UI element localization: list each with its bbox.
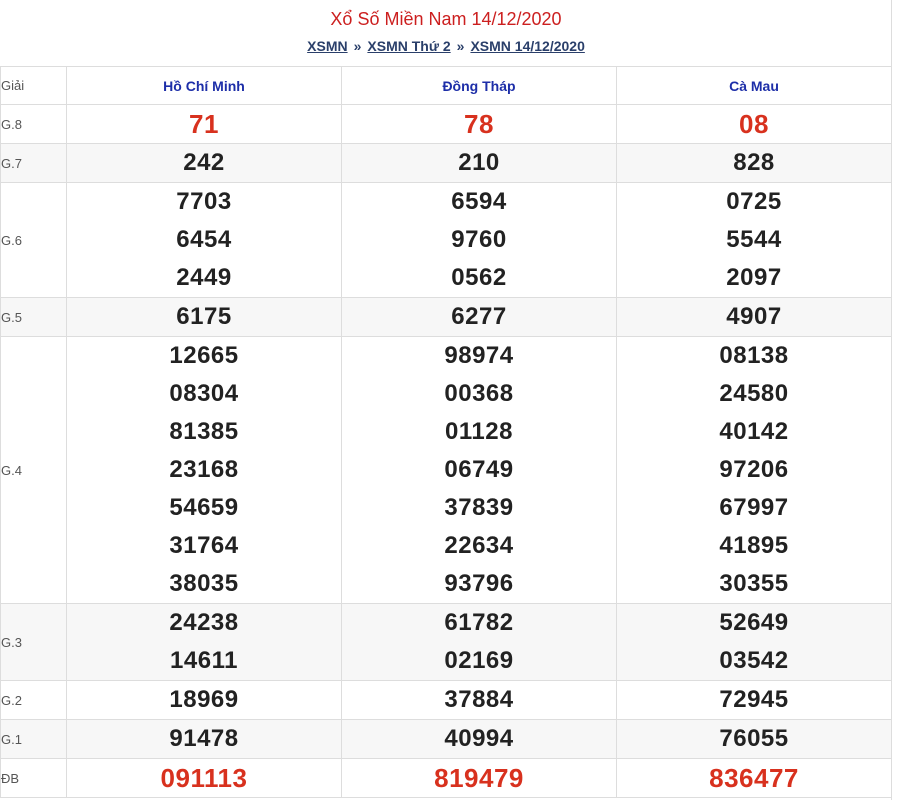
prize-cell-ho-chi-minh [67, 298, 342, 337]
prize-cell-ho-chi-minh [67, 183, 342, 298]
prize-number: 02169 [444, 647, 514, 674]
prize-number: 76055 [719, 725, 789, 752]
prize-number: 836477 [709, 763, 799, 793]
prize-label: G.6 [1, 183, 67, 298]
prize-label: G.4 [1, 337, 67, 604]
prize-cell-dong-thap [342, 298, 617, 337]
prize-cell-ca-mau [617, 337, 892, 604]
prize-cell-ca-mau [617, 183, 892, 298]
prize-cell-ho-chi-minh [67, 720, 342, 759]
prize-cell-ho-chi-minh [67, 105, 342, 144]
prize-number: 67997 [719, 494, 789, 521]
prize-label: G.1 [1, 720, 67, 759]
prize-number: 7703 [176, 188, 232, 215]
prize-cell-ca-mau [617, 604, 892, 681]
prize-number: 00368 [444, 380, 514, 407]
breadcrumb-xsmn-date[interactable]: XSMN 14/12/2020 [470, 38, 585, 54]
prize-number: 78 [464, 109, 494, 139]
prize-cell-ho-chi-minh [67, 681, 342, 720]
prize-number: 08304 [169, 380, 239, 407]
prize-number: 40142 [719, 418, 789, 445]
breadcrumb [0, 36, 892, 56]
prize-cell-dong-thap [342, 681, 617, 720]
prize-number: 31764 [169, 532, 239, 559]
prize-number: 828 [733, 149, 775, 176]
prize-number: 30355 [719, 570, 789, 597]
prize-number: 40994 [444, 725, 514, 752]
prize-number: 41895 [719, 532, 789, 559]
prize-cell-ca-mau [617, 144, 892, 183]
prize-cell-dong-thap [342, 759, 617, 798]
prize-number: 6175 [176, 303, 232, 330]
prize-number: 97206 [719, 456, 789, 483]
breadcrumb-xsmn[interactable]: XSMN [307, 38, 348, 54]
province-header-ca-mau[interactable]: Cà Mau [617, 67, 892, 105]
table-row [1, 144, 892, 183]
prize-label: G.2 [1, 681, 67, 720]
prize-cell-ho-chi-minh [67, 337, 342, 604]
prize-number: 37839 [444, 494, 514, 521]
prize-cell-ho-chi-minh [67, 759, 342, 798]
results-body [1, 105, 892, 798]
prize-number: 18969 [169, 686, 239, 713]
prize-number: 03542 [719, 647, 789, 674]
prize-cell-dong-thap [342, 183, 617, 298]
prize-label: G.3 [1, 604, 67, 681]
prize-number: 0562 [451, 264, 507, 291]
prize-number: 54659 [169, 494, 239, 521]
prize-cell-ca-mau [617, 298, 892, 337]
prize-label: ĐB [1, 759, 67, 798]
prize-number: 37884 [444, 686, 514, 713]
prize-number: 98974 [444, 342, 514, 369]
prize-number: 61782 [444, 609, 514, 636]
prize-number: 38035 [169, 570, 239, 597]
prize-number: 93796 [444, 570, 514, 597]
prize-number: 81385 [169, 418, 239, 445]
prize-number: 24238 [169, 609, 239, 636]
page-title: Xổ Số Miền Nam 14/12/2020 [330, 9, 562, 29]
prize-number: 091113 [160, 763, 248, 793]
prize-cell-ca-mau [617, 105, 892, 144]
prize-cell-dong-thap [342, 720, 617, 759]
breadcrumb-separator: » [456, 38, 465, 54]
prize-cell-ho-chi-minh [67, 604, 342, 681]
prize-number: 14611 [170, 647, 238, 674]
province-header-ho-chi-minh[interactable]: Hồ Chí Minh [67, 67, 342, 105]
table-header-row [1, 67, 892, 105]
prize-number: 9760 [451, 226, 507, 253]
prize-cell-dong-thap [342, 105, 617, 144]
prize-number: 24580 [719, 380, 789, 407]
table-row [1, 720, 892, 759]
prize-cell-dong-thap [342, 144, 617, 183]
prize-number: 5544 [726, 226, 782, 253]
prize-number: 4907 [726, 303, 782, 330]
prize-number: 6594 [451, 188, 507, 215]
prize-column-header: Giải [1, 67, 67, 105]
prize-number: 22634 [444, 532, 514, 559]
prize-cell-ca-mau [617, 681, 892, 720]
prize-number: 23168 [169, 456, 239, 483]
table-row [1, 105, 892, 144]
prize-number: 91478 [169, 725, 239, 752]
breadcrumb-xsmn-thu-2[interactable]: XSMN Thứ 2 [367, 38, 451, 54]
prize-cell-ho-chi-minh [67, 144, 342, 183]
prize-number: 71 [189, 109, 219, 139]
prize-number: 72945 [719, 686, 789, 713]
table-row [1, 298, 892, 337]
prize-number: 08 [739, 109, 769, 139]
results-table [0, 66, 892, 798]
table-row [1, 183, 892, 298]
prize-label: G.8 [1, 105, 67, 144]
table-row [1, 681, 892, 720]
prize-number: 0725 [726, 188, 782, 215]
prize-number: 6277 [451, 303, 507, 330]
prize-label: G.5 [1, 298, 67, 337]
table-row [1, 337, 892, 604]
prize-number: 210 [458, 149, 500, 176]
prize-cell-ca-mau [617, 720, 892, 759]
prize-number: 242 [183, 149, 225, 176]
prize-number: 12665 [169, 342, 239, 369]
prize-label: G.7 [1, 144, 67, 183]
prize-number: 6454 [176, 226, 232, 253]
table-row [1, 604, 892, 681]
prize-cell-dong-thap [342, 337, 617, 604]
prize-number: 06749 [444, 456, 514, 483]
breadcrumb-separator: » [353, 38, 362, 54]
prize-number: 08138 [719, 342, 789, 369]
prize-cell-ca-mau [617, 759, 892, 798]
prize-number: 2097 [726, 264, 782, 291]
prize-number: 2449 [176, 264, 232, 291]
prize-cell-dong-thap [342, 604, 617, 681]
prize-number: 01128 [445, 418, 513, 445]
prize-number: 819479 [434, 763, 524, 793]
province-header-dong-thap[interactable]: Đồng Tháp [342, 67, 617, 105]
table-row [1, 759, 892, 798]
prize-number: 52649 [719, 609, 789, 636]
